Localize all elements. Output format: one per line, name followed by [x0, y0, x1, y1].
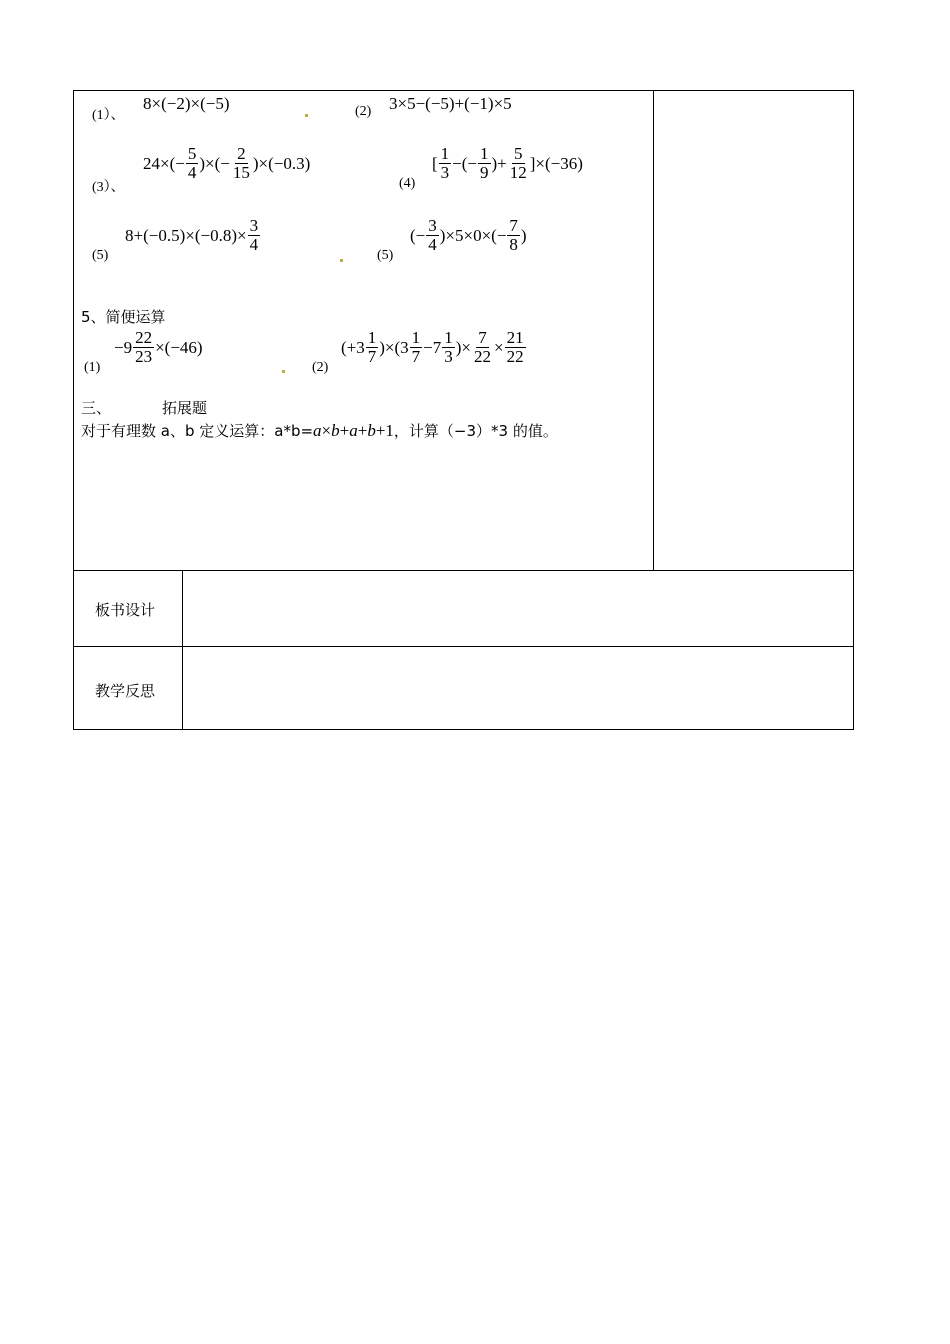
definition-formula — [313, 421, 394, 441]
expr-text: )×(−0.3) — [252, 153, 311, 173]
var-a: a — [313, 420, 322, 440]
expr-text: )+ — [491, 153, 507, 173]
expr-text: ) — [520, 225, 527, 245]
problem-1-expression: 8×(−2)×(−5) — [143, 94, 230, 113]
expr-text: −7 — [423, 337, 442, 357]
marker-dot — [340, 259, 343, 262]
op: +1 — [375, 420, 394, 440]
denominator: 3 — [444, 347, 453, 366]
fraction — [442, 329, 455, 366]
problem-4-expression — [432, 145, 583, 182]
marker-dot — [282, 370, 285, 373]
expr-text: 8+(−0.5)×(−0.8)× — [125, 225, 247, 245]
expr-text: [ — [432, 153, 438, 173]
numerator: 7 — [478, 328, 487, 347]
expr-text: ]×(−36) — [529, 153, 583, 173]
fraction — [508, 145, 529, 182]
table-row-divider-2 — [73, 646, 854, 647]
table-border-left — [73, 90, 74, 730]
problem-5-label: (5) — [92, 248, 109, 263]
problem-3-label: (3）、 — [92, 180, 125, 195]
expr-text: ×(−46) — [155, 337, 203, 357]
table-border-top — [73, 90, 854, 91]
problem-4-label: (4) — [399, 176, 416, 191]
board-design-label: 板书设计 — [95, 601, 156, 619]
table-inner-vertical — [653, 90, 654, 570]
denominator: 23 — [135, 347, 153, 366]
denominator: 22 — [506, 347, 524, 366]
numerator: 5 — [187, 144, 197, 163]
marker-dot — [305, 114, 308, 117]
numerator: 21 — [506, 328, 524, 347]
expr-text: (− — [410, 225, 426, 245]
label-column-divider — [182, 570, 183, 730]
section-5-q2-expression — [341, 329, 527, 366]
question-text-post: ，计算（−3）*3 的值。 — [393, 422, 558, 440]
table-border-bottom — [73, 729, 854, 730]
denominator: 7 — [411, 347, 421, 366]
section-5-q1-label: (1) — [84, 360, 101, 375]
fraction — [186, 145, 199, 182]
var-b: b — [367, 420, 376, 440]
numerator: 1 — [444, 328, 453, 347]
numerator: 1 — [367, 328, 377, 347]
fraction — [505, 329, 526, 366]
fraction — [426, 217, 439, 254]
denominator: 12 — [509, 163, 527, 182]
fraction — [133, 329, 154, 366]
fraction — [366, 329, 379, 366]
expr-text: −(− — [452, 153, 478, 173]
section-3-heading-text: 拓展题 — [162, 399, 208, 417]
extension-question — [81, 420, 558, 441]
numerator: 1 — [440, 144, 450, 163]
expr-text: (+3 — [341, 337, 365, 357]
denominator: 4 — [249, 235, 259, 254]
problem-2-expression: 3×5−(−5)+(−1)×5 — [389, 94, 512, 113]
denominator: 7 — [367, 347, 377, 366]
teaching-reflection-label: 教学反思 — [95, 682, 156, 700]
problem-1-label: (1）、 — [92, 108, 125, 123]
section-3-heading-number: 三、 — [81, 399, 112, 417]
problem-2-label: (2) — [355, 104, 372, 119]
var-b: b — [331, 420, 340, 440]
fraction — [248, 217, 261, 254]
op: × — [321, 420, 332, 440]
expr-text: )×(3 — [379, 337, 409, 357]
numerator: 7 — [509, 216, 518, 235]
expr-text: × — [494, 337, 504, 357]
denominator: 4 — [428, 235, 437, 254]
fraction — [439, 145, 452, 182]
fraction — [472, 329, 493, 366]
expr-text: −9 — [114, 337, 133, 357]
problem-5-expression — [125, 217, 261, 254]
fraction — [231, 145, 252, 182]
numerator: 5 — [514, 144, 523, 163]
question-text-pre: 对于有理数 a、b 定义运算：a*b= — [81, 422, 314, 440]
numerator: 1 — [480, 144, 489, 163]
numerator: 3 — [249, 216, 259, 235]
op: + — [357, 420, 368, 440]
denominator: 9 — [480, 163, 489, 182]
expr-text: )× — [455, 337, 472, 357]
denominator: 4 — [187, 163, 197, 182]
expr-text: )×5×0×(− — [439, 225, 507, 245]
expr-text: )×(− — [199, 153, 230, 173]
problem-3-expression — [143, 145, 310, 182]
denominator: 8 — [509, 235, 518, 254]
denominator: 15 — [232, 163, 250, 182]
var-a: a — [349, 420, 358, 440]
fraction — [507, 217, 520, 254]
table-border-right — [853, 90, 854, 730]
op: + — [339, 420, 350, 440]
numerator: 22 — [135, 328, 153, 347]
section-5-q1-expression — [114, 329, 203, 366]
table-row-divider-1 — [73, 570, 854, 571]
problem-6-expression — [410, 217, 527, 254]
fraction — [478, 145, 491, 182]
denominator: 22 — [474, 347, 492, 366]
fraction — [410, 329, 423, 366]
expr-text: 24×(− — [143, 153, 185, 173]
numerator: 3 — [428, 216, 437, 235]
section-5-q2-label: (2) — [312, 360, 329, 375]
problem-6-label: (5) — [377, 248, 394, 263]
numerator: 2 — [237, 144, 246, 163]
section-5-title: 5、简便运算 — [81, 308, 166, 326]
numerator: 1 — [411, 328, 421, 347]
denominator: 3 — [440, 163, 450, 182]
